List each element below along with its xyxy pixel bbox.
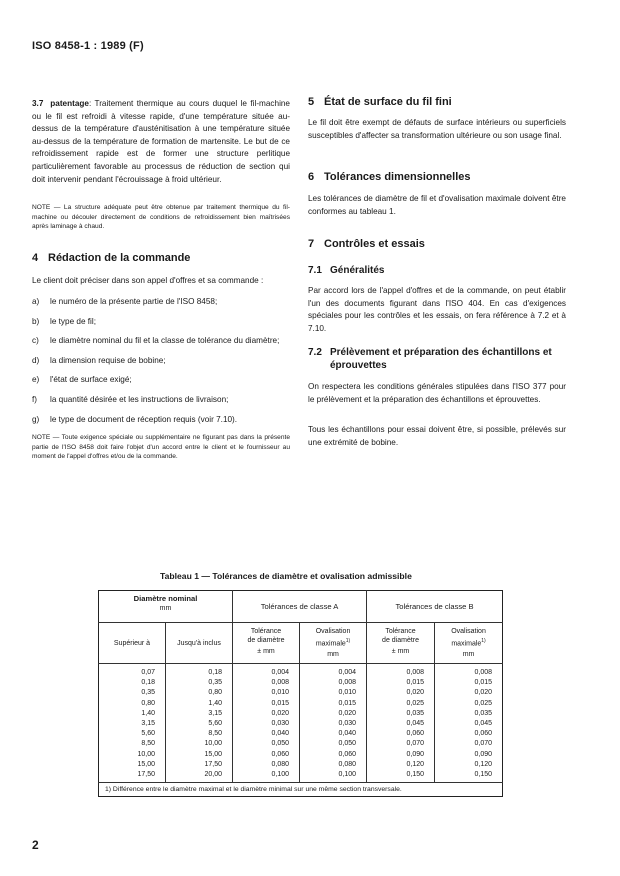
table-cell: 17,50 [166,760,233,770]
list-text: le numéro de la présente partie de l'ISO 8458; [50,297,218,306]
list-text: la quantité désirée et les instructions de livraison; [50,394,229,404]
header-diameter-label: Diamètre nominal [133,594,198,603]
table-cell: 1,40 [166,699,233,709]
list-text: le type de fil; [50,316,96,326]
header-class-b: Tolérances de classe B [367,591,503,623]
list-item [32,335,290,348]
table-cell: 10,00 [99,750,166,760]
table-cell: 0,010 [233,688,300,698]
table-cell: 5,60 [99,729,166,739]
table-cell: 0,035 [367,709,435,719]
list-text: l'état de surface exigé; [50,375,132,385]
requirements-list [32,296,290,433]
term: patentage [50,99,89,108]
table-row [99,699,503,709]
table-cell: 0,100 [300,770,367,783]
section-4-intro: Le client doit préciser dans son appel d'offres et sa commande : [32,276,264,285]
section-number: 5 [308,96,315,108]
section-7-2-body-2: Tous les échantillons pour essai doivent être, si possible, prélevés sur une extrémité de bobine. [308,425,566,447]
table-cell: 0,015 [474,679,493,687]
note-order: NOTE — Toute exigence spéciale ou supplémentaire ne figurant pas dans la présente partie de l'ISO 8458 doit faire l'objet d'un accord entre le client et le fournisseur au moment de l'appel d'offres et/ou de la commande. [32,434,290,461]
section-title: État de surface du fil fini [324,96,452,108]
table-cell: 0,020 [474,689,493,697]
section-number: 3.7 [32,99,44,108]
header-diameter [99,591,233,623]
table-cell: 0,020 [367,688,435,698]
table-cell: 0,150 [474,771,493,779]
table-cell: 0,045 [474,720,493,728]
header-tol-line1: Tolérance [385,628,416,635]
header-ovalisation-a [300,623,367,664]
table-cell: 0,070 [474,740,493,748]
document-header: ISO 8458-1 : 1989 (F) [32,40,144,52]
table-cell: 0,010 [300,688,367,698]
table-cell: 0,150 [367,770,435,783]
list-letter: d) [32,355,40,365]
list-letter: a) [32,297,40,306]
table-cell: 0,090 [474,750,493,758]
table-cell: 0,025 [367,699,435,709]
section-6-body: Les tolérances de diamètre de fil et d'ovalisation maximale doivent être conformes au tableau 1. [308,194,566,216]
header-tol-line2: de diamètre [247,636,285,644]
section-number: 7 [308,238,315,250]
footnote-ref: 1) [345,637,351,644]
table-cell: 0,008 [300,678,367,688]
section-number: 7.1 [308,265,322,276]
header-tol-unit: ± mm [391,648,410,655]
table-cell: 0,045 [367,719,435,729]
table-footnote-row [99,783,503,797]
table-cell: 0,080 [233,760,300,770]
table-body [99,664,503,783]
list-item [32,355,290,368]
header-oval-line2: maximale [315,639,346,647]
table-cell: 0,060 [233,750,300,760]
table-cell: 0,070 [367,739,435,749]
section-title: Prélèvement et préparation des échantillons et éprouvettes [330,347,552,371]
table-cell: 0,008 [474,669,493,676]
table-cell: 0,120 [367,760,435,770]
header-tolerance-b [367,623,435,664]
list-letter: f) [32,394,38,404]
page-number: 2 [32,838,39,852]
table-footnote: 1) Différence entre le diamètre maximal et le diamètre minimal sur une même section transversale. [99,783,503,797]
header-ovalisation-b [435,623,503,664]
table-header-row [99,591,503,623]
list-item [32,414,290,427]
table-cell: 17,50 [99,770,166,783]
header-oval-unit: mm [327,651,339,659]
table-cell: 0,015 [367,678,435,688]
footnote-ref: 1) [481,637,486,644]
table-cell: 0,004 [233,664,300,679]
tolerance-table [98,590,503,797]
section-5 [308,96,566,108]
list-item [32,316,290,329]
table-cell: 0,008 [233,678,300,688]
table-cell: 0,18 [166,664,233,679]
table-cell: 0,035 [474,709,493,717]
table-row [99,719,503,729]
table-cell: 0,35 [166,678,233,688]
table-cell: 0,004 [300,664,367,679]
table-cell: 0,030 [300,719,367,729]
list-letter: g) [32,414,40,424]
table-cell: 0,80 [99,699,166,709]
list-letter: e) [32,375,40,385]
table-cell: 0,050 [233,739,300,749]
header-tolerance-a [233,623,300,664]
list-item [32,374,290,387]
note-patentage: NOTE — La structure adéquate peut être obtenue par traitement thermique du fil-machine ou découler directement de conditions de refroidissement bien maîtrisées après laminage à chaud. [32,204,290,231]
table-cell: 10,00 [166,739,233,749]
table-row [99,750,503,760]
header-oval-line2: maximale [451,639,482,647]
section-6 [308,171,566,183]
table-cell: 0,060 [474,730,493,738]
definition-text: : Traitement thermique au cours duquel le fil-machine ou le fil est refroidi à vitesse rapide, d'une température située au-dessus de la température d'austénitisation à une température située au-dessus de la température de formation de martensite. Le but de ce refroidissement rapide est de former une structure perlitique particulièrement favorable au processus de réduction de section qui doit intervenir pendant l'écrouissage à froid ultérieur. [32,99,290,184]
section-7 [308,238,566,250]
section-7-1-body: Par accord lors de l'appel d'offres et de la commande, on peut établir l'un des documents figurant dans l'ISO 404. En cas d'exigences spéciales pour les contrôles et les essais, on fera référence à 7.2 et à 7.10. [308,286,566,333]
section-title: Contrôles et essais [324,238,425,250]
table-cell: 1,40 [99,709,166,719]
table-cell: 0,120 [474,760,493,768]
section-number: 6 [308,171,315,183]
header-diameter-unit: mm [159,605,172,612]
list-item [32,296,290,309]
table-cell: 0,18 [99,678,166,688]
table-cell: 0,040 [300,729,367,739]
section-number: 7.2 [308,347,322,358]
table-subheader-row [99,623,503,664]
table-cell: 0,080 [300,760,367,770]
header-tol-line2: de diamètre [382,636,420,644]
table-row [99,688,503,698]
table-caption: Tableau 1 — Tolérances de diamètre et ovalisation admissible [160,571,412,581]
list-letter: c) [32,336,39,346]
table-cell: 0,020 [233,709,300,719]
table-row [99,664,503,679]
section-title: Généralités [330,265,385,276]
table-row [99,739,503,749]
table-cell: 3,15 [166,709,233,719]
list-text: le diamètre nominal du fil et la classe de tolérance du diamètre; [50,336,280,346]
section-title: Rédaction de la commande [48,252,191,264]
header-oval-line1: Ovalisation [315,628,351,635]
table-cell: 0,060 [367,729,435,739]
section-7-2 [308,346,566,372]
header-tol-line1: Tolérance [250,628,282,635]
table-cell: 0,090 [367,750,435,760]
table-cell: 0,100 [233,770,300,783]
table-row [99,709,503,719]
table-cell: 15,00 [166,750,233,760]
table-cell: 0,35 [99,688,166,698]
table-cell: 0,040 [233,729,300,739]
table-cell: 5,60 [166,719,233,729]
header-oval-unit: mm [462,651,475,659]
table-row [99,678,503,688]
list-text: le type de document de réception requis (voir 7.10). [50,414,238,424]
table-cell: 8,50 [99,739,166,749]
table-row [99,729,503,739]
table-cell: 0,008 [367,664,435,679]
table-cell: 8,50 [166,729,233,739]
section-7-1 [308,264,566,277]
header-tol-unit: ± mm [257,648,275,655]
table-row [99,760,503,770]
list-item [32,394,290,407]
table-cell: 0,025 [474,699,493,707]
table-cell: 0,060 [300,750,367,760]
table-cell: 3,15 [99,719,166,729]
table-cell: 0,80 [166,688,233,698]
section-3-7 [32,98,290,186]
table-row [99,770,503,783]
header-class-a: Tolérances de classe A [233,591,367,623]
list-letter: b) [32,316,40,326]
table-cell: 20,00 [166,770,233,783]
table-cell: 0,020 [300,709,367,719]
section-5-body: Le fil doit être exempt de défauts de surface intérieurs ou superficiels susceptibles d'affecter sa transformation ultérieure ou son usage final. [308,118,566,140]
table-cell: 15,00 [99,760,166,770]
header-superieur: Supérieur à [99,623,166,664]
table-cell: 0,030 [233,719,300,729]
section-title: Tolérances dimensionnelles [324,171,471,183]
header-jusqu: Jusqu'à inclus [166,623,233,664]
table-cell: 0,015 [300,699,367,709]
section-number: 4 [32,252,39,264]
table-cell: 0,07 [99,664,166,679]
list-text: la dimension requise de bobine; [50,355,166,365]
table-cell: 0,050 [300,739,367,749]
header-oval-line1: Ovalisation [451,628,486,635]
section-4 [32,252,290,264]
table-cell: 0,015 [233,699,300,709]
section-7-2-body-1: On respectera les conditions générales stipulées dans l'ISO 377 pour le prélèvement et la préparation des échantillons et éprouvettes. [308,382,566,404]
